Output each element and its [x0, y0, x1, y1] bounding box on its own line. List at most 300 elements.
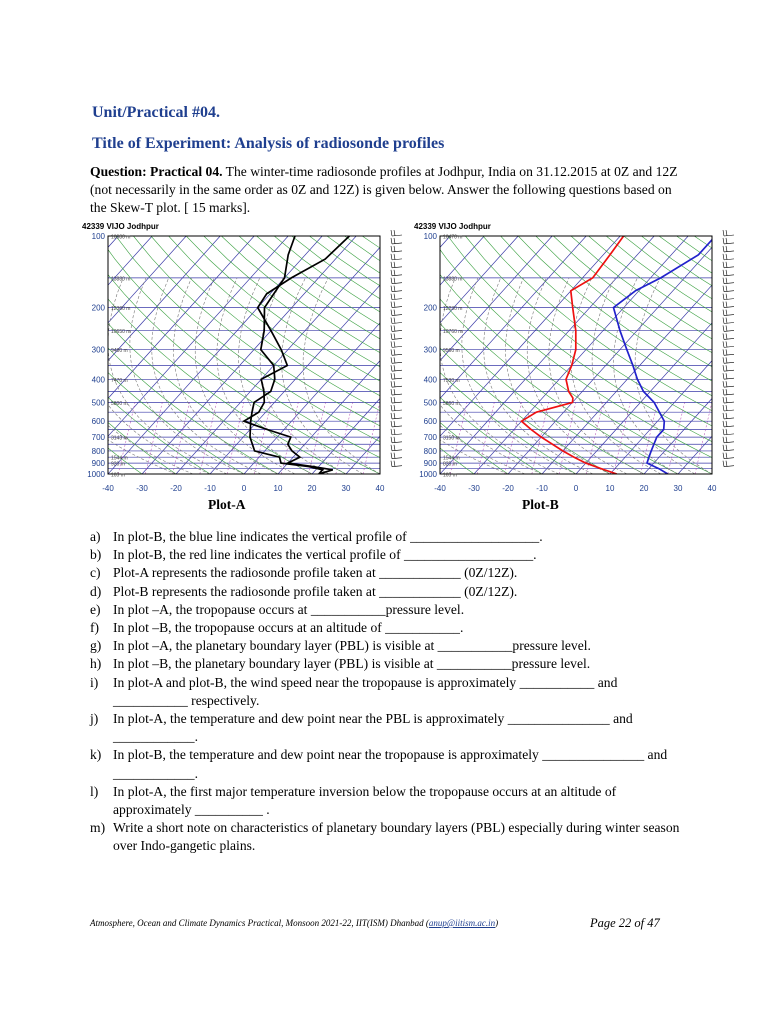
wind-barb — [392, 346, 402, 347]
height-label: 3143 m — [111, 435, 128, 442]
wind-barb — [723, 405, 724, 411]
wind-barb — [723, 421, 724, 427]
temperature-line — [244, 236, 350, 474]
wind-barb — [394, 437, 395, 443]
wind-barb — [726, 318, 727, 324]
x-tick-label: 20 — [639, 484, 649, 493]
wind-barb — [723, 381, 724, 387]
wind-barb — [724, 338, 734, 339]
wind-barb — [392, 251, 402, 252]
wind-barb — [394, 405, 395, 411]
wind-barb — [723, 349, 724, 355]
wind-barb — [724, 243, 734, 244]
wind-barb — [392, 259, 402, 260]
height-label: 12230 m — [443, 306, 463, 313]
isotherm — [142, 236, 356, 474]
y-tick-label: 500 — [91, 398, 105, 408]
wind-barb — [391, 286, 392, 292]
wind-barb — [723, 365, 724, 371]
x-tick-label: 40 — [375, 484, 385, 493]
wind-barb — [394, 357, 395, 363]
dry-adiabat — [412, 236, 610, 474]
wind-barb — [394, 294, 395, 300]
dry-adiabat — [116, 236, 420, 474]
plot-b-caption: Plot-B — [522, 497, 559, 512]
wind-barb — [391, 373, 392, 379]
x-tick-label: -30 — [468, 484, 480, 493]
wind-barb — [392, 235, 402, 236]
wind-barb — [391, 349, 392, 355]
wind-barb — [726, 246, 727, 252]
dry-adiabat — [518, 236, 752, 474]
wind-barb — [394, 302, 395, 308]
dry-adiabat — [465, 236, 752, 474]
wind-barb — [723, 318, 724, 324]
wind-barb — [392, 323, 402, 324]
dry-adiabat — [553, 236, 752, 474]
wind-barb — [723, 461, 724, 467]
page-number: Page 22 of 47 — [590, 916, 660, 930]
wind-barb — [394, 278, 395, 284]
y-tick-label: 400 — [423, 375, 437, 385]
wind-barb — [391, 294, 392, 300]
wind-barb — [392, 275, 402, 276]
wind-barb — [394, 397, 395, 403]
experiment-title: Title of Experiment: Analysis of radiosonde profiles — [92, 135, 445, 152]
list-item: d) Plot-B represents the radiosonde profile taken at ____________ (0Z/12Z). — [90, 583, 518, 599]
wind-barb — [724, 442, 734, 443]
wind-barb — [392, 299, 402, 300]
wind-barb — [726, 254, 727, 260]
dry-adiabat — [677, 236, 752, 474]
wind-barb — [394, 270, 395, 276]
wind-barb — [394, 286, 395, 292]
skewt-chart-b — [412, 220, 752, 510]
footer: Atmosphere, Ocean and Climate Dynamics Practical, Monsoon 2021-22, IIT(ISM) Dhanbad (anup@iitism.ac.in) — [90, 918, 499, 928]
isotherm — [278, 236, 420, 474]
wind-barb — [723, 445, 724, 451]
isotherm — [712, 236, 752, 474]
wind-barb — [724, 323, 734, 324]
wind-barb — [723, 302, 724, 308]
isotherm — [746, 236, 752, 474]
wind-barb — [726, 397, 727, 403]
wind-barb — [724, 346, 734, 347]
wind-barb — [723, 325, 724, 331]
x-tick-label: 20 — [307, 484, 317, 493]
wind-barb — [726, 365, 727, 371]
wind-barb — [391, 278, 392, 284]
wind-barb — [391, 421, 392, 427]
wind-barb — [394, 325, 395, 331]
wind-barb — [394, 365, 395, 371]
wind-barb — [724, 251, 734, 252]
wind-barb — [726, 270, 727, 276]
wind-barb — [391, 461, 392, 467]
wind-barb — [394, 254, 395, 260]
list-item: h) In plot –B, the planetary boundary layer (PBL) is visible at ___________pressure level. — [90, 656, 591, 672]
height-label: 825 m — [443, 461, 457, 468]
y-tick-label: 900 — [423, 459, 437, 469]
wind-barb — [392, 434, 402, 435]
wind-barb — [724, 386, 734, 387]
wind-barb — [726, 325, 727, 331]
wind-barb — [391, 333, 392, 339]
wind-barb — [392, 458, 402, 459]
footer-text: Atmosphere, Ocean and Climate Dynamics Practical, Monsoon 2021-22, IIT(ISM) Dhanbad ( — [90, 918, 429, 928]
wind-barb — [724, 458, 734, 459]
wind-barb — [391, 397, 392, 403]
x-tick-label: -20 — [170, 484, 182, 493]
wind-barb — [392, 370, 402, 371]
x-tick-label: 0 — [241, 484, 247, 493]
wind-barb — [723, 310, 724, 316]
wind-barb — [391, 437, 392, 443]
x-tick-label: -40 — [434, 484, 446, 493]
wind-barb — [394, 246, 395, 252]
wind-barb — [394, 333, 395, 339]
wind-barb — [723, 333, 724, 339]
wind-barb — [392, 466, 402, 467]
dry-adiabat — [169, 236, 420, 474]
y-tick-label: 800 — [91, 446, 105, 456]
wind-barb — [391, 445, 392, 451]
wind-barb — [394, 230, 395, 236]
x-tick-label: -40 — [102, 484, 114, 493]
wind-barb — [391, 262, 392, 268]
x-tick-label: -30 — [136, 484, 148, 493]
wind-barb — [726, 405, 727, 411]
list-item: e) In plot –A, the tropopause occurs at ___________pressure level. — [90, 601, 465, 617]
wind-barb — [392, 338, 402, 339]
dry-adiabat — [501, 236, 752, 474]
wind-barb — [726, 357, 727, 363]
height-label: 10650 m — [111, 329, 131, 336]
isotherm — [412, 236, 586, 474]
wind-barb — [723, 413, 724, 419]
x-tick-label: -20 — [502, 484, 514, 493]
wind-barb — [724, 299, 734, 300]
list-item: b) In plot-B, the red line indicates the vertical profile of ___________________. — [90, 547, 537, 563]
wind-barb — [723, 278, 724, 284]
y-tick-label: 700 — [91, 433, 105, 443]
wind-barb — [726, 445, 727, 451]
wind-barb — [391, 302, 392, 308]
wind-barb — [394, 238, 395, 244]
wind-barb — [392, 402, 402, 403]
wind-barb — [394, 389, 395, 395]
height-label: 5860 m — [443, 400, 460, 407]
height-label: 13880 m — [111, 276, 131, 283]
wind-barb — [391, 453, 392, 459]
height-label: 1544 m — [443, 455, 460, 462]
footer-email-link[interactable]: anup@iitism.ac.in — [428, 918, 496, 928]
wind-barb — [724, 378, 734, 379]
wind-barb — [394, 341, 395, 347]
x-tick-label: 30 — [673, 484, 683, 493]
wind-barb — [723, 270, 724, 276]
wind-barb — [724, 275, 734, 276]
y-tick-label: 800 — [423, 446, 437, 456]
wind-barb — [394, 310, 395, 316]
dry-adiabat — [729, 236, 752, 474]
wind-barb — [391, 254, 392, 260]
wind-barb — [391, 270, 392, 276]
wind-barb — [723, 437, 724, 443]
wind-barb — [391, 429, 392, 435]
wind-barb — [726, 437, 727, 443]
wind-barb — [726, 238, 727, 244]
wind-barb — [724, 434, 734, 435]
wind-barb — [391, 310, 392, 316]
wind-barb — [391, 230, 392, 236]
isotherm — [644, 236, 752, 474]
wind-barb — [392, 450, 402, 451]
wind-barb — [723, 246, 724, 252]
list-item: f) In plot –B, the tropopause occurs at an altitude of ___________. — [90, 620, 464, 636]
station-title: 42339 VIJO Jodhpur — [82, 222, 159, 231]
wind-barb — [394, 349, 395, 355]
y-tick-label: 100 — [423, 232, 437, 241]
wind-barb — [391, 413, 392, 419]
wind-barb — [724, 330, 734, 331]
wind-barb — [394, 421, 395, 427]
height-label: 920 m — [111, 461, 125, 468]
wind-barb — [392, 418, 402, 419]
wind-barb — [391, 246, 392, 252]
y-tick-label: 1000 — [419, 470, 437, 479]
height-label: 7530 m — [443, 377, 460, 384]
plot-area — [412, 236, 752, 474]
dry-adiabat — [448, 236, 752, 474]
wind-barb — [723, 373, 724, 379]
height-label: 12300 m — [111, 306, 131, 313]
list-item: g) In plot –A, the planetary boundary layer (PBL) is visible at ___________pressure level. — [90, 638, 591, 654]
height-label: 9560 m — [443, 348, 460, 355]
wind-barb — [392, 243, 402, 244]
wind-barb — [724, 418, 734, 419]
y-tick-label: 400 — [91, 375, 105, 385]
wind-barb — [392, 307, 402, 308]
list-item: a) In plot-B, the blue line indicates the vertical profile of ___________________. — [90, 529, 543, 544]
wind-barb — [391, 357, 392, 363]
wind-barb — [724, 291, 734, 292]
wind-barb — [724, 283, 734, 284]
height-label: 13880 m — [443, 276, 463, 283]
wind-barb — [394, 429, 395, 435]
question-paragraph — [90, 163, 690, 217]
y-tick-label: 600 — [91, 417, 105, 427]
dry-adiabat — [345, 236, 420, 474]
wind-barb — [723, 238, 724, 244]
x-tick-label: 10 — [605, 484, 615, 493]
wind-barb — [726, 310, 727, 316]
wind-barb — [392, 315, 402, 316]
height-label: 7470 m — [111, 377, 128, 384]
wind-barb — [391, 318, 392, 324]
isotherm — [80, 236, 84, 474]
list-item: j) In plot-A, the temperature and dew point near the PBL is approximately _______________ and ____________. — [90, 711, 633, 745]
wind-barb — [392, 442, 402, 443]
x-tick-label: 0 — [573, 484, 579, 493]
wind-barb — [726, 294, 727, 300]
y-tick-label: 300 — [423, 345, 437, 355]
dry-adiabat — [712, 236, 752, 474]
height-label: 165 m — [111, 472, 125, 479]
wind-barb — [394, 373, 395, 379]
wind-barb — [391, 238, 392, 244]
unit-heading: Unit/Practical #04. — [92, 104, 220, 121]
wind-barb — [723, 341, 724, 347]
isotherm — [80, 236, 254, 474]
wind-barb — [394, 445, 395, 451]
x-tick-label: 30 — [341, 484, 351, 493]
wind-barb — [723, 286, 724, 292]
wind-barb — [726, 349, 727, 355]
wind-barb — [726, 286, 727, 292]
wind-barb — [391, 405, 392, 411]
station-title: 42339 VIJO Jodhpur — [414, 222, 491, 231]
wind-barb — [726, 429, 727, 435]
height-label: 16380 m — [111, 234, 131, 241]
wind-barb — [724, 394, 734, 395]
wind-barb — [723, 357, 724, 363]
isotherm — [610, 236, 752, 474]
dewpoint-line — [614, 236, 716, 474]
wind-barb — [391, 389, 392, 395]
wind-barb — [724, 410, 734, 411]
wind-barb — [391, 325, 392, 331]
x-tick-label: 10 — [273, 484, 283, 493]
wind-barb — [726, 373, 727, 379]
wind-barb — [392, 378, 402, 379]
question-text: The winter-time radiosonde profiles at Jodhpur, India on 31.12.2015 at 0Z and 12Z (not necessarily in the same order as 0Z and 12Z) is given below. Answer the following questions based on the Skew-T plot. [ 15 marks]. — [90, 164, 678, 215]
wind-barb — [723, 254, 724, 260]
height-label: 3150 m — [443, 435, 460, 442]
wind-barb — [726, 262, 727, 268]
wind-barb — [723, 294, 724, 300]
list-item: k) In plot-B, the temperature and dew point near the tropopause is approximately _______________ and ____________. — [90, 747, 668, 781]
plot-area — [80, 236, 420, 474]
wind-barb — [726, 333, 727, 339]
wind-barb — [392, 410, 402, 411]
wind-barb — [724, 315, 734, 316]
wind-barb — [394, 453, 395, 459]
wind-barb — [392, 426, 402, 427]
y-tick-label: 700 — [423, 433, 437, 443]
wind-barb — [392, 283, 402, 284]
wind-barb — [724, 426, 734, 427]
wind-barb — [723, 230, 724, 236]
height-label: 16470 m — [443, 234, 463, 241]
wind-barb — [392, 394, 402, 395]
wind-barb — [726, 461, 727, 467]
wind-barb — [724, 307, 734, 308]
height-label: 5800 m — [111, 400, 128, 407]
height-label: 165 m — [443, 472, 457, 479]
wind-barb — [392, 362, 402, 363]
wind-barb — [723, 453, 724, 459]
wind-barb — [726, 413, 727, 419]
wind-barb — [724, 259, 734, 260]
wind-barb — [726, 381, 727, 387]
x-tick-label: 40 — [707, 484, 717, 493]
y-tick-label: 300 — [91, 345, 105, 355]
y-tick-label: 100 — [91, 232, 105, 241]
wind-barb — [723, 389, 724, 395]
wind-barb — [724, 235, 734, 236]
question-list — [90, 528, 690, 856]
wind-barb — [391, 365, 392, 371]
height-label: 9480 m — [111, 348, 128, 355]
wind-barb — [392, 267, 402, 268]
wind-barb — [724, 267, 734, 268]
wind-barb — [723, 262, 724, 268]
wind-barb — [726, 278, 727, 284]
plot-a-caption: Plot-A — [208, 497, 246, 512]
isotherm — [440, 236, 654, 474]
wind-barb — [726, 230, 727, 236]
wind-barb — [726, 341, 727, 347]
wind-barb — [394, 461, 395, 467]
isotherm — [346, 236, 420, 474]
wind-barb — [726, 453, 727, 459]
y-tick-label: 500 — [423, 398, 437, 408]
wind-barb — [392, 330, 402, 331]
x-tick-label: -10 — [536, 484, 548, 493]
isotherm — [312, 236, 420, 474]
dry-adiabat — [133, 236, 420, 474]
y-tick-label: 200 — [423, 303, 437, 313]
list-item: i) In plot-A and plot-B, the wind speed near the tropopause is approximately ___________ and ___________ respectively. — [90, 674, 618, 708]
wind-barb — [391, 341, 392, 347]
wind-barb — [723, 397, 724, 403]
isotherm — [412, 236, 416, 474]
wind-barb — [391, 381, 392, 387]
wind-barb — [394, 381, 395, 387]
wind-barb — [392, 386, 402, 387]
wind-barb — [392, 291, 402, 292]
y-tick-label: 1000 — [87, 470, 105, 479]
wind-barb — [726, 389, 727, 395]
wind-barb — [724, 402, 734, 403]
y-tick-label: 600 — [423, 417, 437, 427]
wind-barb — [724, 354, 734, 355]
list-item: l) In plot-A, the first major temperature inversion below the tropopause occurs at an altitude of approximately __________ . — [90, 783, 617, 818]
wind-barb — [724, 450, 734, 451]
wind-barb — [724, 362, 734, 363]
y-tick-label: 200 — [91, 303, 105, 313]
y-tick-label: 900 — [91, 459, 105, 469]
plot-b — [412, 220, 752, 510]
question-label: Question: Practical 04. — [90, 164, 223, 179]
wind-barb — [724, 466, 734, 467]
wind-barb — [726, 302, 727, 308]
wind-barb — [394, 318, 395, 324]
wind-barb — [723, 429, 724, 435]
wind-barb — [394, 262, 395, 268]
height-label: 10760 m — [443, 329, 463, 336]
list-item: c) Plot-A represents the radiosonde profile taken at ____________ (0Z/12Z). — [90, 565, 518, 581]
skewt-chart-a — [80, 220, 420, 510]
plot-a — [80, 220, 420, 510]
list-item: m) Write a short note on characteristics of planetary boundary layers (PBL) especially during winter season over Indo-gangetic plains. — [90, 820, 680, 854]
wind-barb — [392, 354, 402, 355]
dry-adiabat — [309, 236, 420, 474]
x-tick-label: -10 — [204, 484, 216, 493]
wind-barb — [726, 421, 727, 427]
wind-barb — [724, 370, 734, 371]
